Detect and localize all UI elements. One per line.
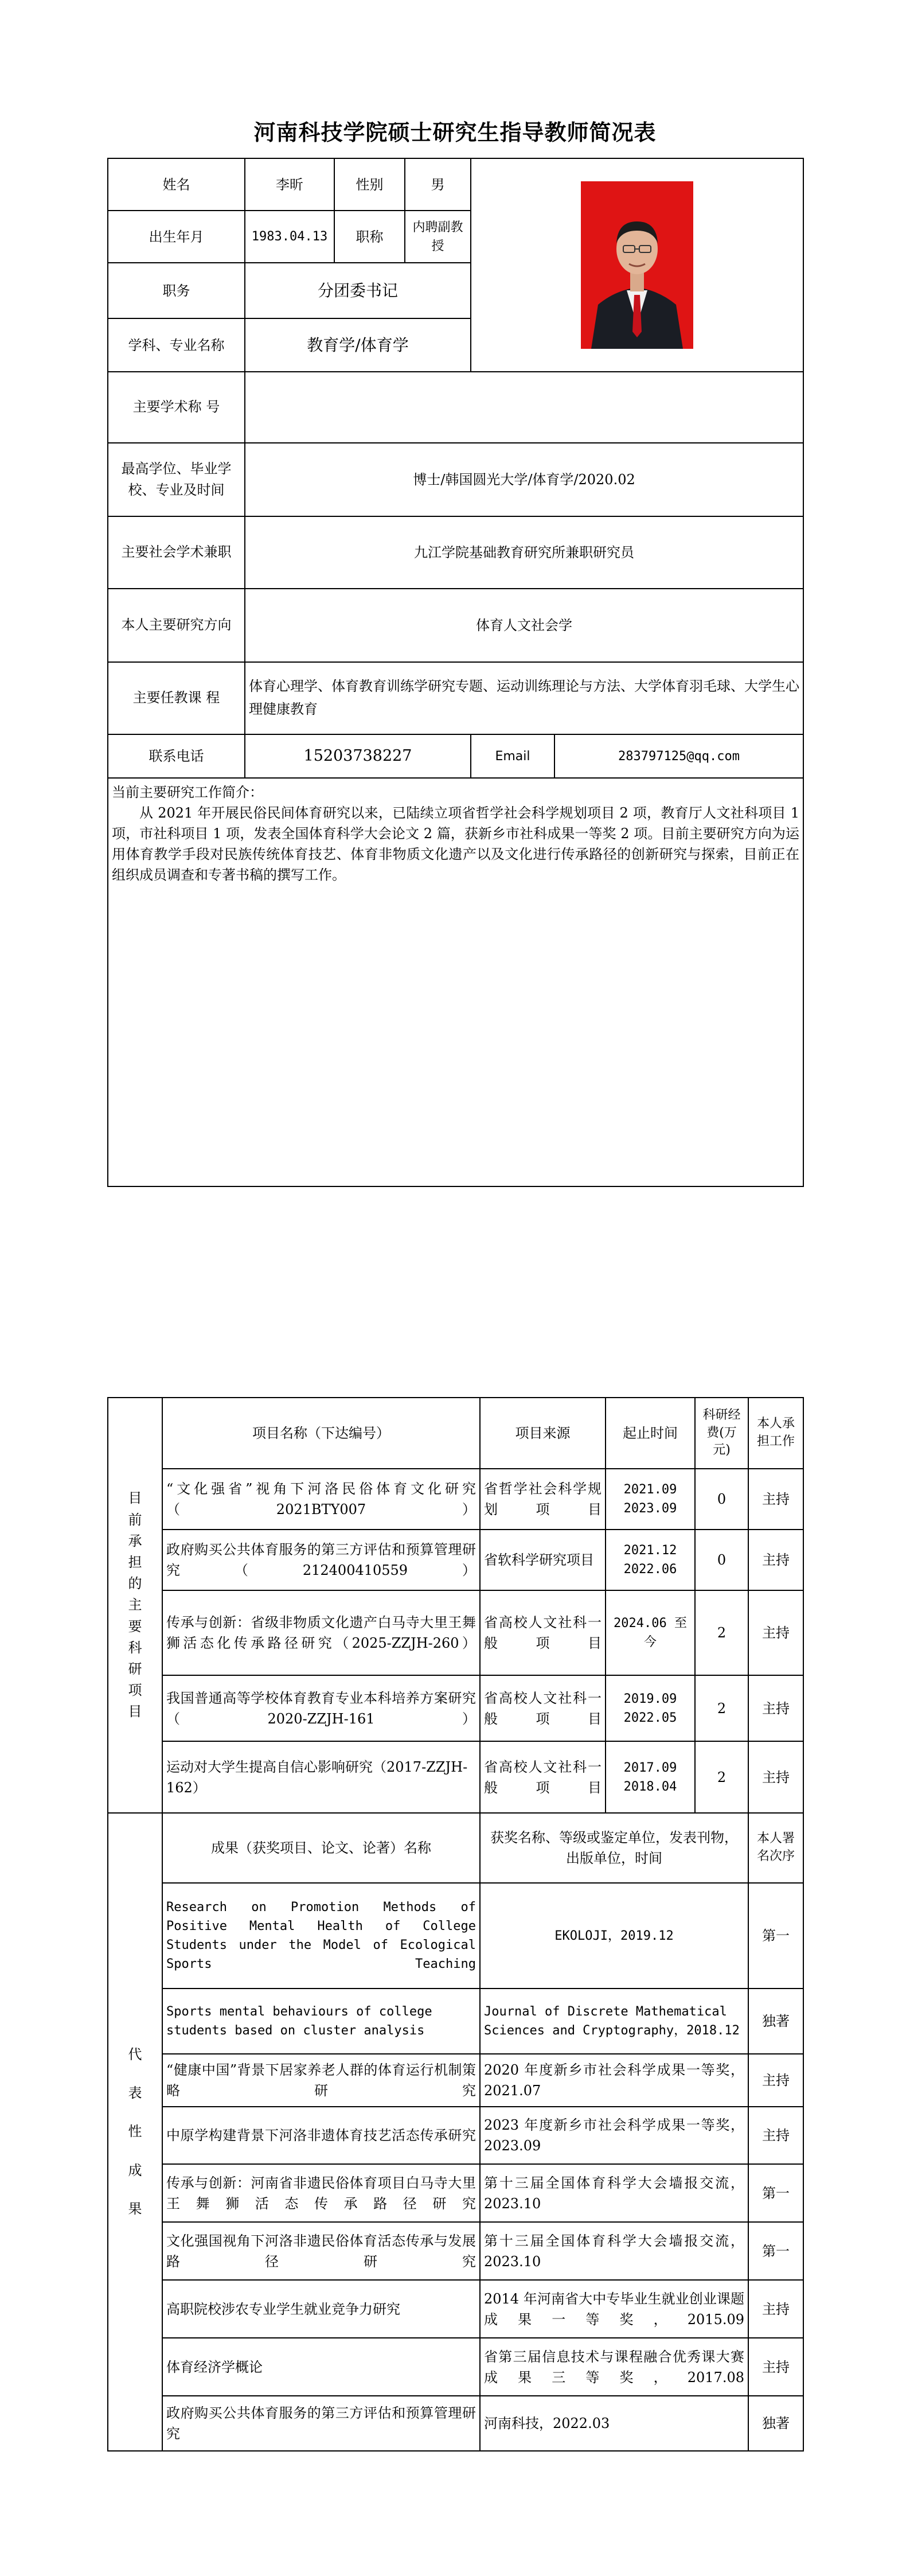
achievement-order: 第一 — [748, 1883, 803, 1989]
projects-header-time: 起止时间 — [606, 1398, 695, 1469]
project-row — [108, 1530, 803, 1590]
project-funds: 0 — [695, 1530, 748, 1590]
project-name: “文化强省”视角下河洛民俗体育文化研究（2021BTY007） — [162, 1469, 480, 1530]
birth-value: 1983.04.13 — [245, 211, 334, 263]
project-source: 省软科学研究项目 — [480, 1530, 606, 1590]
achievements-header-order: 本人署名次序 — [748, 1813, 803, 1883]
project-time: 2017.09 2018.04 — [606, 1741, 695, 1813]
projects-header-funds: 科研经费(万元) — [695, 1398, 748, 1469]
achievement-award: 2014 年河南省大中专毕业生就业创业课题成果一等奖，2015.09 — [480, 2280, 748, 2338]
discipline-label: 学科、专业名称 — [108, 318, 245, 372]
birth-label: 出生年月 — [108, 211, 245, 263]
achievement-award: 2023 年度新乡市社会科学成果一等奖，2023.09 — [480, 2107, 748, 2164]
achievement-row — [108, 2396, 803, 2451]
profile-table — [107, 158, 804, 1187]
projects-header-source: 项目来源 — [480, 1398, 606, 1469]
achievement-award: Journal of Discrete Mathematical Sciences and Cryptography，2018.12 — [480, 1989, 748, 2054]
project-role: 主持 — [748, 1741, 803, 1813]
honor-label: 主要学术称 号 — [108, 372, 245, 443]
projects-header-role: 本人承担工作 — [748, 1398, 803, 1469]
achievement-order: 主持 — [748, 2107, 803, 2164]
email-label: Email — [471, 734, 554, 778]
research-label: 本人主要研究方向 — [108, 589, 245, 662]
project-source: 省高校人文社科一般项目 — [480, 1590, 606, 1675]
achievements-header-award: 获奖名称、等级或鉴定单位，发表刊物，出版单位，时间 — [480, 1813, 748, 1883]
achievement-award: 第十三届全国体育科学大会墙报交流，2023.10 — [480, 2164, 748, 2222]
degree-label: 最高学位、毕业学校、专业及时间 — [108, 443, 245, 516]
achievement-award: 2020 年度新乡市社会科学成果一等奖，2021.07 — [480, 2054, 748, 2107]
achievements-header-name: 成果（获奖项目、论文、论著）名称 — [162, 1813, 480, 1883]
achievement-order: 独著 — [748, 1989, 803, 2054]
project-source: 省高校人文社科一般项目 — [480, 1675, 606, 1741]
achievement-name: 中原学构建背景下河洛非遗体育技艺活态传承研究 — [162, 2107, 480, 2164]
courses-label: 主要任教课 程 — [108, 662, 245, 734]
degree-value: 博士/韩国圆光大学/体育学/2020.02 — [245, 443, 803, 516]
project-source: 省高校人文社科一般项目 — [480, 1741, 606, 1813]
gender-label: 性别 — [334, 158, 405, 211]
page-title: 河南科技学院硕士研究生指导教师简况表 — [253, 120, 657, 145]
achievements-side-label: 代表性成果 — [108, 1813, 162, 2451]
courses-value: 体育心理学、体育教育训练学研究专题、运动训练理论与方法、大学体育羽毛球、大学生心理健康教育 — [245, 662, 803, 734]
title-value: 内聘副教授 — [405, 211, 471, 263]
social-label: 主要社会学术兼职 — [108, 516, 245, 589]
phone-value: 15203738227 — [245, 734, 471, 778]
photo-cell — [471, 158, 803, 372]
summary-body: 从 2021 年开展民俗民间体育研究以来，已陆续立项省哲学社会科学规划项目 2 项，教育厅人文社科项目 1 项，市社科项目 1 项，发表全国体育科学大会论文 2 篇，获新乡市社科成果一等奖 2 项。目前主要研究方向为运用体育教学手段对民族传统体育技艺、体育非物质文化遗产以及文化进行传承路径的创新研究与探索，目前正在组织成员调查和专著书稿的撰写工作。 — [112, 805, 799, 883]
projects-side-label: 目前承担的主要科研项目 — [108, 1398, 162, 1813]
project-role: 主持 — [748, 1675, 803, 1741]
social-value: 九江学院基础教育研究所兼职研究员 — [245, 516, 803, 589]
project-row — [108, 1469, 803, 1530]
achievement-name: 政府购买公共体育服务的第三方评估和预算管理研究 — [162, 2396, 480, 2451]
achievement-award: EKOLOJI，2019.12 — [480, 1883, 748, 1989]
achievement-name: 文化强国视角下河洛非遗民俗体育活态传承与发展路径研究 — [162, 2222, 480, 2280]
achievement-order: 主持 — [748, 2054, 803, 2107]
achievement-award: 第十三届全国体育科学大会墙报交流，2023.10 — [480, 2222, 748, 2280]
project-row — [108, 1590, 803, 1675]
achievement-name: 传承与创新：河南省非遗民俗体育项目白马寺大里王舞狮活态传承路径研究 — [162, 2164, 480, 2222]
project-time: 2021.12 2022.06 — [606, 1530, 695, 1590]
post-label: 职务 — [108, 263, 245, 318]
project-role: 主持 — [748, 1590, 803, 1675]
project-name: 我国普通高等学校体育教育专业本科培养方案研究（2020-ZZJH-161） — [162, 1675, 480, 1741]
achievement-row — [108, 2222, 803, 2280]
achievement-order: 主持 — [748, 2338, 803, 2396]
project-funds: 2 — [695, 1675, 748, 1741]
research-table — [107, 1397, 804, 2452]
achievement-order: 第一 — [748, 2164, 803, 2222]
project-time: 2024.06 至今 — [606, 1590, 695, 1675]
name-value: 李昕 — [245, 158, 334, 211]
title-label: 职称 — [334, 211, 405, 263]
summary-heading: 当前主要研究工作简介： — [112, 784, 263, 800]
project-source: 省哲学社会科学规划项目 — [480, 1469, 606, 1530]
email-value: 283797125@qq.com — [554, 734, 803, 778]
achievement-award: 河南科技，2022.03 — [480, 2396, 748, 2451]
achievement-name: 高职院校涉农专业学生就业竞争力研究 — [162, 2280, 480, 2338]
project-funds: 2 — [695, 1590, 748, 1675]
gender-value: 男 — [405, 158, 471, 211]
project-name: 传承与创新：省级非物质文化遗产白马寺大里王舞狮活态化传承路径研究（2025-ZZJH-260） — [162, 1590, 480, 1675]
portrait-figure — [581, 181, 693, 349]
research-value: 体育人文社会学 — [245, 589, 803, 662]
name-label: 姓名 — [108, 158, 245, 211]
achievement-name: Sports mental behaviours of college students based on cluster analysis — [162, 1989, 480, 2054]
achievement-row — [108, 1883, 803, 1989]
achievement-name: 体育经济学概论 — [162, 2338, 480, 2396]
discipline-value: 教育学/体育学 — [245, 318, 471, 372]
honor-value — [245, 372, 803, 443]
achievement-row — [108, 2164, 803, 2222]
achievement-name: “健康中国”背景下居家养老人群的体育运行机制策略研究 — [162, 2054, 480, 2107]
projects-header-name: 项目名称（下达编号） — [162, 1398, 480, 1469]
achievement-order: 主持 — [748, 2280, 803, 2338]
project-funds: 0 — [695, 1469, 748, 1530]
project-row — [108, 1675, 803, 1741]
project-row — [108, 1741, 803, 1813]
phone-label: 联系电话 — [108, 734, 245, 778]
achievement-row — [108, 1989, 803, 2054]
achievement-row — [108, 2054, 803, 2107]
project-name: 运动对大学生提高自信心影响研究（2017-ZZJH-162） — [162, 1741, 480, 1813]
project-time: 2019.09 2022.05 — [606, 1675, 695, 1741]
achievement-row — [108, 2280, 803, 2338]
achievement-award: 省第三届信息技术与课程融合优秀课大赛成果三等奖，2017.08 — [480, 2338, 748, 2396]
project-time: 2021.09 2023.09 — [606, 1469, 695, 1530]
achievement-row — [108, 2338, 803, 2396]
achievement-row — [108, 2107, 803, 2164]
project-funds: 2 — [695, 1741, 748, 1813]
summary-cell — [108, 778, 803, 1186]
project-role: 主持 — [748, 1530, 803, 1590]
portrait-photo — [581, 181, 693, 349]
project-name: 政府购买公共体育服务的第三方评估和预算管理研究（212400410559） — [162, 1530, 480, 1590]
achievement-order: 独著 — [748, 2396, 803, 2451]
achievement-order: 第一 — [748, 2222, 803, 2280]
achievement-name: Research on Promotion Methods of Positive Mental Health of College Students under the Model of Ecological Sports Teaching — [162, 1883, 480, 1989]
project-role: 主持 — [748, 1469, 803, 1530]
post-value: 分团委书记 — [245, 263, 471, 318]
